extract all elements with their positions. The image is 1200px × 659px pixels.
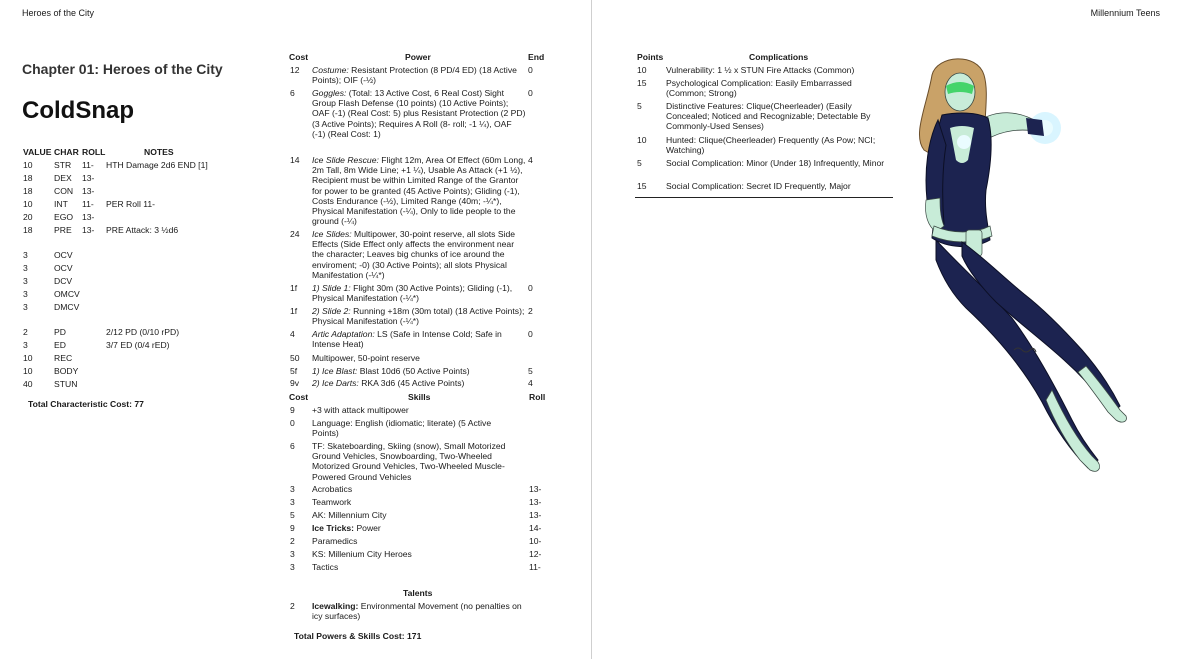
complications-points-header: Points: [637, 52, 664, 62]
table-row: 18 PRE 13- PRE Attack: 3 ½d6: [23, 224, 179, 235]
list-item: 2) Slide 2: Running +18m (30m total) (18 Active Points); Physical Manifestation (-¼*): [312, 306, 525, 327]
chapter-title: Chapter 01: Heroes of the City: [22, 61, 223, 77]
power-cost: 1f: [290, 306, 298, 316]
list-item: Ice Slides: Multipower, 30-point reserve, all slots Side Effects (Side Effect only affects the environment near the character; Leaves big chunks of ice around the enviroment; -0) (30 Active Points); all slots Physical Manifestation (-¼*): [312, 229, 516, 280]
powers-cost-header: Cost: [289, 52, 309, 62]
powers-skills-total: Total Powers & Skills Cost: 171: [294, 631, 422, 641]
list-item: Artic Adaptation: LS (Safe in Intense Cold; Safe in Intense Heat): [312, 329, 502, 350]
table-row: 10 INT 11- PER Roll 11-: [23, 198, 156, 209]
skill-roll: 13-: [529, 497, 542, 507]
power-end: 0: [528, 329, 533, 339]
list-item: Distinctive Features: Clique(Cheerleader) (Easily Concealed; Noticed and Recognizable; Detectable By Commonly-Used Senses): [666, 101, 871, 132]
list-item: AK: Millennium City: [312, 510, 387, 520]
table-row: 40 STUN: [23, 379, 78, 389]
right-glove-icon: [1026, 118, 1044, 136]
table-row: 3 OCV: [23, 250, 73, 260]
skill-cost: 9: [290, 523, 295, 533]
talent-cost: 2: [290, 601, 295, 611]
skill-cost: 0: [290, 418, 295, 428]
complication-points: 10: [637, 65, 647, 75]
power-cost: 6: [290, 88, 295, 98]
table-row: 10 BODY: [23, 366, 79, 376]
list-item: Psychological Complication: Easily Embarrassed (Common; Strong): [666, 78, 852, 99]
list-item: Hunted: Clique(Cheerleader) Frequently (As Pow; NCI; Watching): [666, 135, 876, 156]
list-item: Tactics: [312, 562, 339, 572]
power-end: 2: [528, 306, 533, 316]
skill-roll: 13-: [529, 510, 542, 520]
complications-rule: [635, 197, 893, 198]
list-item: Costume: Resistant Protection (8 PD/4 ED) (18 Active Points); OIF (-½): [312, 65, 517, 86]
table-row: 10 REC: [23, 353, 73, 363]
list-item: Paramedics: [312, 536, 358, 546]
table-row: 18 CON 13-: [23, 185, 95, 196]
list-item: 2) Ice Darts: RKA 3d6 (45 Active Points): [312, 378, 465, 388]
power-cost: 50: [290, 353, 300, 363]
list-item: Goggles: (Total: 13 Active Cost, 6 Real Cost) Sight Group Flash Defense (10 points) (10 Active Points); OAF (-1) (Real Cost: 5) plus Resistant Protection (2 PD) (3 Active Points); Requires A Roll (8- roll; -1 ¼), OAF (-1) (Real Cost: 1): [312, 88, 526, 139]
list-item: 1) Ice Blast: Blast 10d6 (50 Active Points): [312, 366, 470, 376]
power-end: 5: [528, 366, 533, 376]
list-item: KS: Millenium City Heroes: [312, 549, 412, 559]
list-item: Teamwork: [312, 497, 352, 507]
table-row: 10 STR 11- HTH Damage 2d6 END [1]: [23, 159, 208, 170]
power-cost: 14: [290, 155, 300, 165]
skill-roll: 11-: [529, 562, 541, 572]
list-item: Vulnerability: 1 ½ x STUN Fire Attacks (Common): [666, 65, 855, 75]
powers-end-header: End: [528, 52, 545, 62]
power-end: 0: [528, 88, 533, 98]
list-item: Acrobatics: [312, 484, 353, 494]
complication-points: 10: [637, 135, 647, 145]
chest-glow-icon: [957, 135, 971, 149]
skill-cost: 3: [290, 549, 295, 559]
characteristics-header: [23, 147, 283, 159]
page-header-left: Heroes of the City: [22, 8, 95, 18]
skill-cost: 2: [290, 536, 295, 546]
complication-points: 15: [637, 78, 647, 88]
skills-cost-header: Cost: [289, 392, 309, 402]
col-char-header: CHAR: [54, 147, 79, 157]
list-item: Language: English (idiomatic; literate) (5 Active Points): [312, 418, 492, 439]
skill-cost: 3: [290, 484, 295, 494]
power-end: 0: [528, 65, 533, 75]
list-item: Ice Slide Rescue: Flight 12m, Area Of Effect (60m Long, 2m Tall, 8m Wide Line; +1 ¼), Usable As Attack (+1 ½), Recipient must be within Limited Range of the Grantor for power to be granted (45 Active Points); Gliding (-1), Costs Endurance (-½), Limited Range (40m; -¼*), Physical Manifestation (-¼), Only to lide people to the ground (-¼): [312, 155, 526, 227]
col-notes-header: NOTES: [144, 147, 174, 157]
table-row: 3 OCV: [23, 263, 73, 273]
table-row: 3 ED 3/7 ED (0/4 rED): [23, 340, 170, 350]
power-cost: 4: [290, 329, 295, 339]
power-end: 4: [528, 378, 533, 388]
skills-roll-header: Roll: [529, 392, 546, 402]
skill-cost: 6: [290, 441, 295, 451]
skill-cost: 3: [290, 497, 295, 507]
table-row: 3 OMCV: [23, 289, 80, 299]
table-row: 20 EGO 13-: [23, 211, 95, 222]
skill-cost: 3: [290, 562, 295, 572]
coldsnap-illustration: [902, 50, 1152, 490]
list-item: Social Complication: Secret ID Frequently, Major: [666, 181, 851, 191]
character-name: ColdSnap: [22, 97, 134, 124]
list-item: Multipower, 50-point reserve: [312, 353, 420, 363]
characteristics-table: [23, 147, 263, 417]
complication-points: 15: [637, 181, 647, 191]
characteristic-total: Total Characteristic Cost: 77: [28, 399, 144, 409]
talents-header: Talents: [403, 588, 433, 598]
skill-roll: 10-: [529, 536, 542, 546]
col-value-header: VALUE: [23, 147, 52, 157]
skill-roll: 12-: [529, 549, 542, 559]
list-item: TF: Skateboarding, Skiing (snow), Small Motorized Ground Vehicles, Snowboarding, Two-Wheeled Motorized Ground Vehicles, Two-Wheeled Muscle-Powered Ground Vehicles: [312, 441, 506, 482]
list-item: Social Complication: Minor (Under 18) Infrequently, Minor: [666, 158, 885, 168]
table-row: 2 PD 2/12 PD (0/10 rPD): [23, 327, 180, 337]
page-header-right: Millennium Teens: [1090, 8, 1160, 18]
powers-power-header: Power: [405, 52, 431, 62]
list-item: 1) Slide 1: Flight 30m (30 Active Points); Gliding (-1), Physical Manifestation (-¼*): [312, 283, 513, 304]
complications-header: Complications: [749, 52, 809, 62]
list-item: Ice Tricks: Power: [312, 523, 381, 533]
table-row: 18 DEX 13-: [23, 172, 95, 183]
power-cost: 5f: [290, 366, 298, 376]
left-page: [0, 0, 591, 659]
right-boot-icon: [1046, 390, 1100, 471]
power-cost: 12: [290, 65, 300, 75]
power-cost: 9v: [290, 378, 300, 388]
complication-points: 5: [637, 101, 642, 111]
list-item: +3 with attack multipower: [312, 405, 409, 415]
skill-cost: 9: [290, 405, 295, 415]
power-end: 0: [528, 283, 533, 293]
left-boot-icon: [1078, 366, 1126, 422]
skills-header: Skills: [408, 392, 431, 402]
list-item: Icewalking: Environmental Movement (no penalties on icy surfaces): [312, 601, 522, 622]
power-cost: 1f: [290, 283, 298, 293]
skill-cost: 5: [290, 510, 295, 520]
right-page: [592, 0, 1200, 659]
table-row: 3 DCV: [23, 276, 73, 286]
power-end: 4: [528, 155, 533, 165]
table-row: 3 DMCV: [23, 302, 80, 312]
col-roll-header: ROLL: [82, 147, 106, 157]
skill-roll: 14-: [529, 523, 542, 533]
skill-roll: 13-: [529, 484, 542, 494]
power-cost: 24: [290, 229, 300, 239]
complication-points: 5: [637, 158, 642, 168]
